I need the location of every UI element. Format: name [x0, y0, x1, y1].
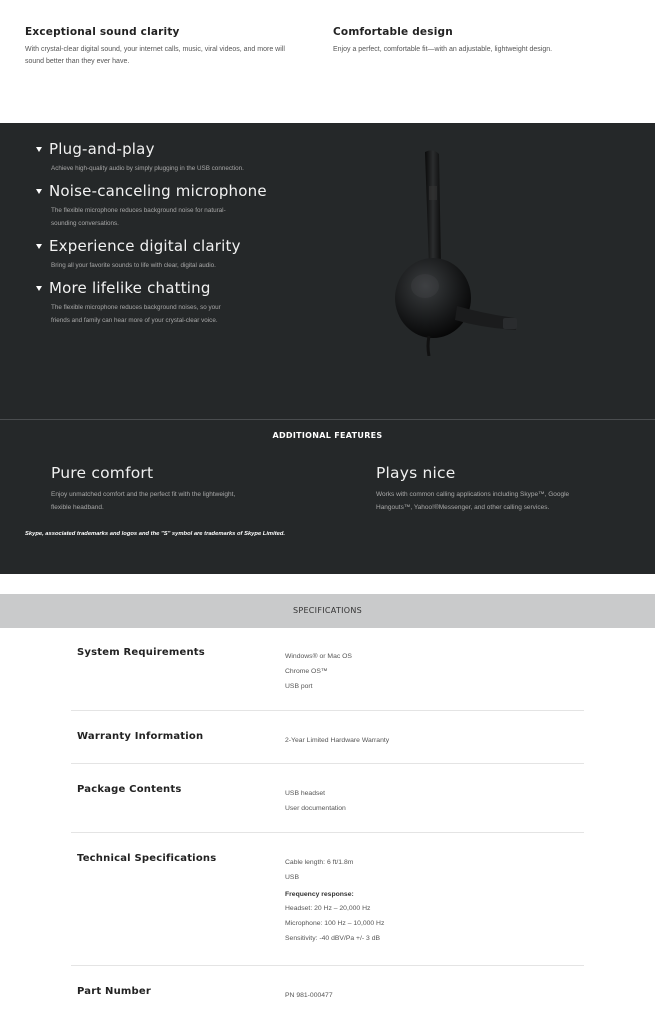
feature-text: The flexible microphone reduces background noises, so your friends and family can hear more of your crystal-clear voice. — [51, 304, 221, 324]
plays-nice-text: Works with common calling applications including Skype™, Google Hangouts™, Yahoo!®Messenger, and other calling services. — [376, 491, 570, 511]
feature-text: Achieve high-quality audio by simply plugging in the USB connection. — [51, 165, 244, 172]
pure-comfort-block — [51, 464, 291, 514]
feature-title: More lifelike chatting — [49, 279, 211, 297]
additional-features-heading: ADDITIONAL FEATURES — [272, 431, 383, 440]
specifications-title: SPECIFICATIONS — [292, 606, 363, 615]
spec-values: Cable length: 6 ft/1.8m USB Frequency response: Headset: 20 Hz – 20,000 Hz Microphone: 100 Hz – 10,000 Hz Sensitivity: -40 dBV/Pa +/- 3 dB — [285, 859, 385, 942]
spec-divider — [71, 832, 584, 833]
top-feature-section — [0, 0, 655, 123]
feature-text: Bring all your favorite sounds to life with clear, digital audio. — [51, 262, 216, 269]
feature-noise-canceling — [36, 182, 281, 230]
spec-label: Warranty Information — [77, 731, 204, 742]
spec-divider — [71, 710, 584, 711]
section-divider — [0, 419, 655, 420]
pure-comfort-title: Pure comfort — [51, 464, 154, 482]
bullet-triangle-icon — [36, 189, 42, 194]
specifications-header — [0, 594, 655, 628]
feature-title: Experience digital clarity — [49, 237, 241, 255]
spec-divider — [71, 965, 584, 966]
feature-lifelike-chatting — [36, 279, 281, 327]
bullet-triangle-icon — [36, 286, 42, 291]
feature-text: The flexible microphone reduces background noise for natural- sounding conversations. — [51, 207, 226, 227]
comfortable-design-title: Comfortable design — [333, 26, 453, 38]
spec-label: Package Contents — [77, 784, 182, 795]
comfortable-design-text: Enjoy a perfect, comfortable fit—with an adjustable, lightweight design. — [333, 46, 553, 53]
plays-nice-title: Plays nice — [376, 464, 456, 482]
feature-plug-and-play — [36, 140, 281, 175]
sound-clarity-block — [25, 26, 305, 68]
spec-label: System Requirements — [77, 647, 205, 658]
spec-values: Windows® or Mac OS Chrome OS™ USB port — [285, 653, 352, 690]
trademark-note: Skype, associated trademarks and logos and the "S" symbol are trademarks of Skype Limited. — [25, 531, 286, 537]
pure-comfort-text: Enjoy unmatched comfort and the perfect fit with the lightweight, flexible headband. — [51, 491, 236, 511]
sound-clarity-text: With crystal-clear digital sound, your internet calls, music, viral videos, and more will sound better than they ever have. — [25, 46, 285, 65]
spec-values: USB headset User documentation — [285, 790, 346, 812]
comfortable-design-block — [333, 26, 613, 56]
spec-label: Part Number — [77, 986, 151, 997]
bullet-triangle-icon — [36, 147, 42, 152]
feature-title: Plug-and-play — [49, 140, 155, 158]
spec-label: Technical Specifications — [77, 853, 217, 864]
feature-digital-clarity — [36, 237, 281, 272]
bullet-triangle-icon — [36, 244, 42, 249]
headset-product-image — [385, 146, 525, 356]
plays-nice-block — [376, 464, 636, 514]
spec-values: PN 981-000477 — [285, 992, 333, 999]
spec-divider — [71, 763, 584, 764]
feature-title: Noise-canceling microphone — [49, 182, 267, 200]
sound-clarity-title: Exceptional sound clarity — [25, 26, 180, 38]
spec-values: 2-Year Limited Hardware Warranty — [285, 737, 390, 744]
